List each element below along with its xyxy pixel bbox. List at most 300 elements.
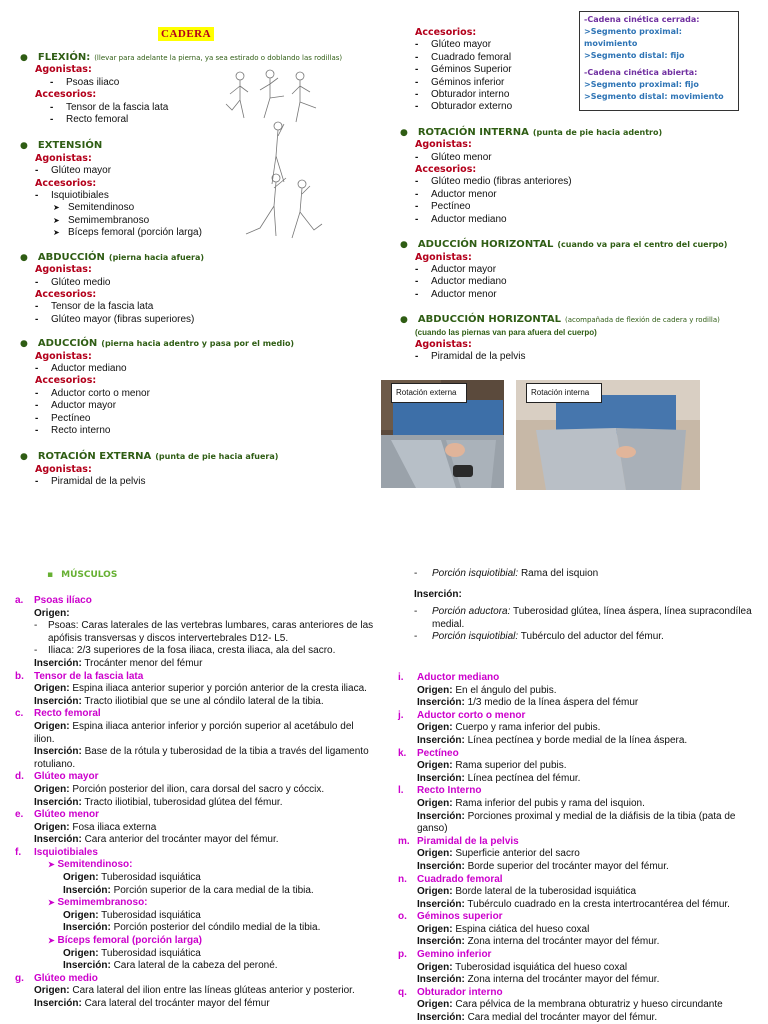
muscle-name: Tensor de la fascia lata: [34, 670, 144, 682]
bullet-icon: ●: [400, 315, 408, 326]
list-item-text: Recto femoral: [66, 114, 129, 126]
list-item-text: Obturador externo: [431, 101, 513, 113]
bullet-icon: ●: [20, 252, 28, 263]
list-marker: e.: [15, 809, 24, 821]
detail-line: [34, 797, 375, 810]
list-item: - Aductor mayor: [35, 400, 117, 412]
list-marker: a.: [15, 595, 24, 606]
muscles-right: [398, 672, 760, 1024]
box-line: -Cadena cinética abierta:: [584, 68, 698, 77]
list-marker: k.: [398, 747, 407, 759]
detail-text: Tracto iliotibial que se une al cóndilo lateral de la tibia.: [84, 695, 324, 707]
list-marker: l.: [398, 785, 404, 797]
list-item: - Glúteo menor: [415, 151, 492, 163]
accesorios-label: Accesorios:: [415, 164, 477, 176]
section-note: (punta de pie hacia adentro): [532, 127, 663, 137]
origen-label: Origen:: [417, 684, 453, 696]
list-item-text: Tensor de la fascia lata: [66, 101, 169, 113]
agonistas-label: Agonistas:: [415, 251, 472, 263]
accesorios-label: Accesorios:: [35, 288, 97, 300]
musculos-heading: [47, 569, 117, 581]
box-line: >Segmento proximal: fijo: [584, 80, 699, 89]
detail-line: [417, 773, 760, 786]
detail-line: [417, 811, 760, 836]
detail-line: [34, 985, 375, 998]
list-item: - Aductor menor: [415, 188, 497, 200]
list-marker: n.: [398, 873, 407, 885]
detail-line: - Porción isquiotibial: Rama del isquion: [414, 568, 599, 579]
detail-line: [417, 962, 760, 975]
agonistas-label: Agonistas:: [35, 350, 92, 362]
arrow-icon: ➤: [48, 898, 55, 908]
box-line: -Cadena cinética cerrada:: [584, 15, 700, 24]
muscle-name: Aductor mediano: [417, 672, 500, 683]
agonistas-label: Agonistas:: [415, 139, 472, 151]
origen-label: Origen:: [34, 985, 70, 997]
box-line: >Segmento proximal: movimiento: [584, 27, 682, 48]
insercion-label: Inserción:: [417, 697, 465, 709]
list-item-text: Pectíneo: [51, 412, 91, 424]
detail-text: Cara lateral del ilion entre las líneas glúteas anterior y posterior.: [72, 985, 355, 997]
list-item: - Cuadrado femoral: [415, 51, 512, 63]
photo-label: Rotación interna: [526, 383, 602, 403]
insercion-label: Inserción:: [417, 1012, 465, 1024]
italic-label: Porción isquiotibial:: [432, 568, 519, 579]
bullet-icon: ●: [20, 53, 28, 63]
list-item-text: Aductor mayor: [431, 263, 497, 275]
detail-text: Cuerpo y rama inferior del pubis.: [455, 722, 601, 734]
agonistas-label: Agonistas:: [35, 152, 92, 164]
insercion-label: Inserción:: [34, 834, 82, 846]
list-item-text: Obturador interno: [431, 89, 510, 101]
section-title: ROTACIÓN INTERNA: [417, 126, 529, 138]
list-item-text: Géminos inferior: [431, 76, 505, 88]
detail-text: Espina iliaca anterior superior y porción anterior de la cresta iliaca.: [72, 683, 367, 695]
list-marker: f.: [15, 846, 22, 858]
detail-line: [417, 722, 760, 735]
detail-line: [34, 721, 375, 746]
muscle-name: Pectíneo: [417, 747, 459, 759]
list-item: - Piramidal de la pelvis: [35, 476, 146, 488]
muscles-left: [15, 595, 375, 1011]
detail-line: [34, 683, 375, 696]
detail-line: [34, 784, 375, 797]
title-wrap: [158, 28, 214, 41]
detail-line: [63, 948, 375, 961]
detail-line: [417, 999, 760, 1012]
list-item-text: Bíceps femoral (porción larga): [68, 227, 202, 239]
section-title: ADUCCIÓN: [37, 338, 98, 350]
list-item-text: Aductor mayor: [51, 400, 117, 412]
muscle-name: Gemino inferior: [417, 949, 492, 961]
insercion-label: Inserción:: [63, 922, 111, 934]
detail-text: Cara medial del trocánter mayor del fémur.: [467, 1012, 658, 1024]
section-head: [20, 338, 370, 350]
section-head: [20, 252, 370, 264]
section-aduccion-horizontal: [400, 239, 760, 301]
bullet-icon: ●: [400, 127, 408, 138]
detail-line: [417, 899, 760, 912]
list-marker: d.: [15, 771, 24, 783]
kinetic-chain-box: [579, 11, 739, 111]
list-item: - Aductor mayor: [415, 263, 497, 275]
detail-text: En el ángulo del pubis.: [455, 684, 557, 696]
detail-text: Tracto iliotibial, tuberosidad glútea del fémur.: [84, 796, 283, 808]
list-item: - Isquiotibiales: [35, 190, 109, 202]
list-item: - Aductor mediano: [415, 213, 507, 225]
list-item: - Glúteo mayor: [35, 165, 112, 177]
detail-line: [34, 834, 375, 847]
muscle-item: [15, 595, 375, 608]
list-item: - Glúteo medio (fibras anteriores): [415, 176, 572, 188]
list-item-text: Semimembranoso: [68, 214, 150, 226]
detail-line: [417, 697, 760, 710]
detail-text: Tubérculo del aductor del fémur.: [520, 631, 664, 643]
list-item-text: Glúteo medio (fibras anteriores): [431, 176, 572, 188]
origen-label: Origen:: [417, 722, 453, 734]
detail-line: - Iliaca: 2/3 superiores de la fosa iliaca, cresta iliaca, ala del sacro.: [34, 645, 336, 657]
origen-label: Origen:: [417, 961, 453, 973]
arrow-icon: ➤: [53, 228, 60, 238]
list-item-text: Glúteo mayor: [51, 165, 112, 177]
section-title: EXTENSIÓN: [37, 140, 103, 152]
list-marker: o.: [398, 911, 407, 923]
list-marker: i.: [398, 672, 404, 683]
list-item-text: Géminos Superior: [431, 64, 512, 76]
detail-line: [417, 1012, 760, 1024]
muscle-name: Glúteo mayor: [34, 771, 99, 783]
list-item: - Géminos Superior: [415, 64, 512, 76]
photo-internal-rotation: [516, 380, 700, 490]
muscle-item: [15, 809, 375, 822]
list-marker: m.: [398, 835, 410, 847]
arrow-icon: ➤: [48, 860, 55, 870]
list-item: - Aductor menor: [415, 288, 497, 300]
list-marker: b.: [15, 670, 24, 682]
agonistas-label: Agonistas:: [35, 64, 92, 76]
detail-line: - Porción aductora: Tuberosidad glútea, línea áspera, línea supracondílea medial.: [414, 606, 752, 630]
list-item: - Obturador externo: [415, 101, 513, 113]
detail-text: Trocánter menor del fémur: [84, 657, 203, 669]
detail-line: [417, 861, 760, 874]
insercion-label: Inserción:: [417, 810, 465, 822]
origen-label: Origen:: [63, 909, 99, 921]
list-item: - Aductor mediano: [35, 362, 127, 374]
muscle-item: [398, 785, 760, 798]
detail-line: [34, 658, 375, 671]
detail-text: Espina iliaca anterior inferior y porción superior al acetábulo del ilion.: [34, 720, 354, 745]
detail-text: Iliaca: 2/3 superiores de la fosa iliaca, cresta iliaca, ala del sacro.: [48, 645, 336, 657]
insercion-label: Inserción:: [414, 588, 462, 600]
muscle-name: Glúteo medio: [34, 972, 98, 984]
muscle-item: [15, 708, 375, 721]
box-line: >Segmento distal: fijo: [584, 51, 685, 60]
origen-label: Origen:: [417, 886, 453, 898]
bullet-icon: ●: [20, 339, 28, 350]
section-note: (pierna hacia afuera): [108, 252, 205, 262]
list-item-text: Pectíneo: [431, 201, 471, 213]
sub-muscle-name: Semimembranoso:: [57, 897, 148, 909]
origen-label: Origen:: [34, 783, 70, 795]
origen-label: Origen:: [34, 607, 70, 619]
muscle-name: Piramidal de la pelvis: [417, 835, 519, 847]
list-item-text: Cuadrado femoral: [431, 51, 512, 63]
bullet-icon: ●: [20, 452, 28, 463]
section-abduccion: [20, 252, 370, 326]
detail-line: [63, 885, 375, 898]
muscle-item: [398, 949, 760, 962]
section-head: [400, 239, 760, 251]
isquio-sub: [48, 935, 375, 948]
muscle-item: [15, 847, 375, 860]
list-item-text: Aductor mediano: [51, 362, 127, 374]
muscle-name: Recto femoral: [34, 708, 101, 720]
insercion-label: Inserción:: [417, 898, 465, 910]
italic-label: Porción isquiotibial:: [432, 631, 519, 643]
list-item-text: Glúteo mayor: [431, 39, 492, 51]
right-top-continuation: [398, 568, 758, 644]
list-marker: p.: [398, 949, 407, 961]
section-abduccion-horizontal: [400, 314, 760, 364]
list-item-text: Recto interno: [51, 424, 111, 436]
detail-line: [417, 936, 760, 949]
detail-text: Superficie anterior del sacro: [455, 848, 580, 860]
list-marker: c.: [15, 708, 24, 720]
muscle-name: Glúteo menor: [34, 809, 100, 821]
detail-text: Tuberosidad isquiática: [101, 947, 201, 959]
box-line: >Segmento distal: movimiento: [584, 92, 724, 101]
section-head: [400, 127, 760, 139]
photo-label: Rotación externa: [391, 383, 467, 403]
accesorios-label: Accesorios:: [35, 177, 97, 189]
detail-line: [417, 924, 760, 937]
section-note: (cuando va para el centro del cuerpo): [557, 240, 728, 250]
list-item: - Recto femoral: [50, 114, 129, 126]
detail-line: [63, 910, 375, 923]
muscle-item: [398, 987, 760, 1000]
list-marker: j.: [398, 709, 404, 721]
muscle-item: [398, 874, 760, 887]
detail-text: Tuberosidad isquiática: [101, 872, 201, 884]
origen-label: Origen:: [417, 760, 453, 772]
list-item: - Psoas iliaco: [50, 76, 120, 88]
list-item: - Glúteo mayor: [415, 39, 492, 51]
isquio-sub: [48, 897, 375, 910]
section-title: ABDUCCIÓN: [37, 251, 105, 263]
detail-text: Línea pectínea del fémur.: [467, 772, 581, 784]
list-item-text: Aductor menor: [431, 288, 497, 300]
section-note: (punta de pie hacia afuera): [155, 452, 279, 462]
muscle-name: Obturador interno: [417, 986, 503, 998]
detail-line: [417, 848, 760, 861]
insercion-label: Inserción:: [34, 998, 82, 1009]
list-item-text: Glúteo menor: [431, 151, 492, 163]
muscle-name: Géminos superior: [417, 911, 503, 923]
detail-text: Porción posterior del ilion, cara dorsal del sacro y cóccix.: [72, 783, 325, 795]
origen-label: Origen:: [417, 797, 453, 809]
list-marker: g.: [15, 972, 24, 984]
muscle-item: [15, 771, 375, 784]
detail-line: [417, 974, 760, 987]
insercion-label: Inserción:: [63, 884, 111, 896]
muscle-item: [398, 748, 760, 761]
list-item-text: Aductor corto o menor: [51, 387, 150, 399]
muscle-name: Psoas ilíaco: [34, 595, 92, 606]
detail-text: Zona interna del trocánter mayor del fémur.: [467, 936, 660, 948]
detail-line: [34, 746, 375, 771]
muscle-item: [398, 672, 760, 685]
detail-line: [417, 735, 760, 748]
detail-text: Borde lateral de la tuberosidad isquiática: [455, 886, 637, 898]
section-head: [20, 52, 370, 64]
musculos-label: MÚSCULOS: [61, 570, 118, 580]
detail-line: - Porción isquiotibial: Tubérculo del aductor del fémur.: [414, 631, 664, 643]
insercion-label: Inserción:: [417, 772, 465, 784]
origen-label: Origen:: [34, 821, 70, 833]
section-head: [400, 314, 760, 326]
list-item: - Pectíneo: [415, 201, 471, 213]
list-item: - Pectíneo: [35, 412, 91, 424]
detail-text: Rama superior del pubis.: [455, 760, 567, 772]
detail-line: - Psoas: Caras laterales de las vertebras lumbares, caras anteriores de las apófisis transversas y discos intervertebrales D12- L5.: [34, 620, 374, 644]
detail-text: Psoas: Caras laterales de las vertebras lumbares, caras anteriores de las apófisis transversas y discos intervertebrales D12- L5.: [48, 620, 374, 644]
section-title: ROTACIÓN EXTERNA: [37, 451, 152, 463]
agonistas-label: Agonistas:: [415, 338, 472, 350]
muscle-name: Isquiotibiales: [34, 846, 98, 858]
detail-text: Porciones proximal y medial de la diáfisis de la tibia (pata de ganso): [417, 810, 736, 835]
detail-line: [417, 685, 760, 698]
muscle-name: Recto Interno: [417, 785, 482, 797]
list-item-text: Semitendinoso: [68, 202, 135, 214]
detail-text: Línea pectínea y borde medial de la línea áspera.: [467, 734, 688, 746]
bullet-icon: ▪: [47, 570, 54, 580]
section-title: ADUCCIÓN HORIZONTAL: [417, 239, 554, 251]
detail-text: Cara lateral del trocánter mayor del fémur: [84, 998, 270, 1009]
photo-external-rotation: [381, 380, 504, 488]
list-item-text: Aductor mediano: [431, 213, 507, 225]
detail-text: Cara pélvica de la membrana obturatriz y hueso circundante: [455, 999, 723, 1011]
section-note: (acompañada de flexión de cadera y rodilla): [564, 316, 720, 325]
insercion-label: Inserción:: [34, 657, 82, 669]
insercion-label: Inserción:: [34, 796, 82, 808]
list-item-text: Piramidal de la pelvis: [431, 351, 526, 363]
bullet-icon: ●: [400, 240, 408, 251]
insercion-label: Inserción:: [34, 695, 82, 707]
insercion-label: Inserción:: [417, 936, 465, 948]
list-item: - Glúteo mayor (fibras superiores): [35, 313, 195, 325]
detail-line: [63, 960, 375, 973]
list-item: - Tensor de la fascia lata: [50, 101, 169, 113]
muscle-item: [15, 973, 375, 986]
list-item-text: Glúteo medio: [51, 276, 111, 288]
muscle-item: [15, 671, 375, 684]
section-note: (llevar para adelante la pierna, ya sea estirado o doblando las rodillas): [94, 54, 343, 62]
origen-label: Origen:: [63, 947, 99, 959]
muscle-item: [398, 836, 760, 849]
list-item: - Obturador interno: [415, 89, 510, 101]
list-item-text: Aductor mediano: [431, 276, 507, 288]
insercion-label: Inserción:: [417, 734, 465, 746]
detail-line: [34, 696, 375, 709]
detail-line: [63, 922, 375, 935]
list-item-text: Psoas iliaco: [66, 76, 120, 88]
section-rotacion-externa: [20, 451, 370, 488]
bullet-icon: ●: [20, 141, 28, 152]
detail-text: Fosa iliaca externa: [72, 821, 157, 833]
detail-text: Espina ciática del hueso coxal: [455, 923, 590, 935]
origen-label: Origen:: [417, 923, 453, 935]
detail-text: Porción superior de la cara medial de la tibia.: [113, 884, 314, 896]
section-head: [20, 451, 370, 463]
insercion-label: Inserción:: [417, 860, 465, 872]
arrow-icon: ➤: [53, 215, 60, 225]
section-title: ABDUCCIÓN HORIZONTAL: [417, 314, 561, 326]
section-title: FLEXIÓN:: [37, 52, 91, 63]
list-item: - Aductor corto o menor: [35, 387, 150, 399]
origen-label: Origen:: [417, 999, 453, 1011]
list-item: - Piramidal de la pelvis: [415, 351, 526, 363]
detail-text: Tubérculo cuadrado en la cresta intertrocantérea del fémur.: [467, 898, 730, 910]
list-marker: q.: [398, 986, 407, 998]
muscle-name: Cuadrado femoral: [417, 873, 503, 885]
accesorios-label: Accesorios:: [35, 89, 97, 101]
section-rotacion-interna: [400, 127, 760, 226]
accesorios-label: Accesorios:: [35, 375, 97, 387]
page-title: CADERA: [158, 27, 214, 41]
accesorios-label: Accesorios:: [415, 27, 477, 38]
detail-line: [417, 760, 760, 773]
detail-text: Porción posterior del cóndilo medial de la tibia.: [113, 922, 321, 934]
list-item-text: Glúteo mayor (fibras superiores): [51, 313, 195, 325]
list-item: - Glúteo medio: [35, 276, 111, 288]
arrow-icon: ➤: [53, 203, 60, 213]
detail-text: Cara lateral de la cabeza del peroné.: [113, 960, 278, 972]
section-note: (pierna hacia adentro y pasa por el medio): [101, 339, 295, 349]
insercion-label: Inserción:: [417, 974, 465, 986]
detail-text: Base de la rótula y tuberosidad de la tibia a través del ligamento rotuliano.: [34, 746, 369, 770]
origen-label: Origen:: [417, 848, 453, 860]
detail-text: Zona interna del trocánter mayor del fémur.: [467, 974, 660, 986]
origen-label: Origen:: [34, 720, 70, 732]
agonistas-label: Agonistas:: [35, 264, 92, 276]
list-item-text: Isquiotibiales: [51, 190, 109, 202]
list-item: - Aductor mediano: [415, 276, 507, 288]
detail-text: Cara anterior del trocánter mayor del fémur.: [84, 834, 279, 846]
isquio-sub: [48, 859, 375, 872]
list-item-text: Piramidal de la pelvis: [51, 476, 146, 488]
detail-text: Rama inferior del pubis y rama del isquion.: [455, 797, 645, 809]
list-item: - Tensor de la fascia lata: [35, 301, 154, 313]
detail-text: Borde superior del trocánter mayor del fémur.: [467, 860, 669, 872]
insercion-label: Inserción:: [34, 746, 82, 758]
insercion-label: Inserción:: [63, 960, 111, 972]
origen-label: Origen:: [63, 872, 99, 884]
muscle-item: [398, 911, 760, 924]
section-aduccion: [20, 338, 370, 437]
detail-line: [417, 886, 760, 899]
detail-line: [34, 822, 375, 835]
sub-muscle-name: Bíceps femoral (porción larga): [57, 935, 202, 947]
agonistas-label: Agonistas:: [35, 463, 92, 475]
muscle-name: Aductor corto o menor: [417, 709, 526, 721]
list-item: - Géminos inferior: [415, 76, 505, 88]
detail-text: Tuberosidad isquiática: [101, 909, 201, 921]
detail-line: [417, 798, 760, 811]
detail-text: 1/3 medio de la línea áspera del fémur: [467, 697, 639, 709]
list-item-text: Tensor de la fascia lata: [51, 301, 154, 313]
muscle-item: [398, 710, 760, 723]
detail-text: Tuberosidad isquiática del hueso coxal: [455, 961, 628, 973]
